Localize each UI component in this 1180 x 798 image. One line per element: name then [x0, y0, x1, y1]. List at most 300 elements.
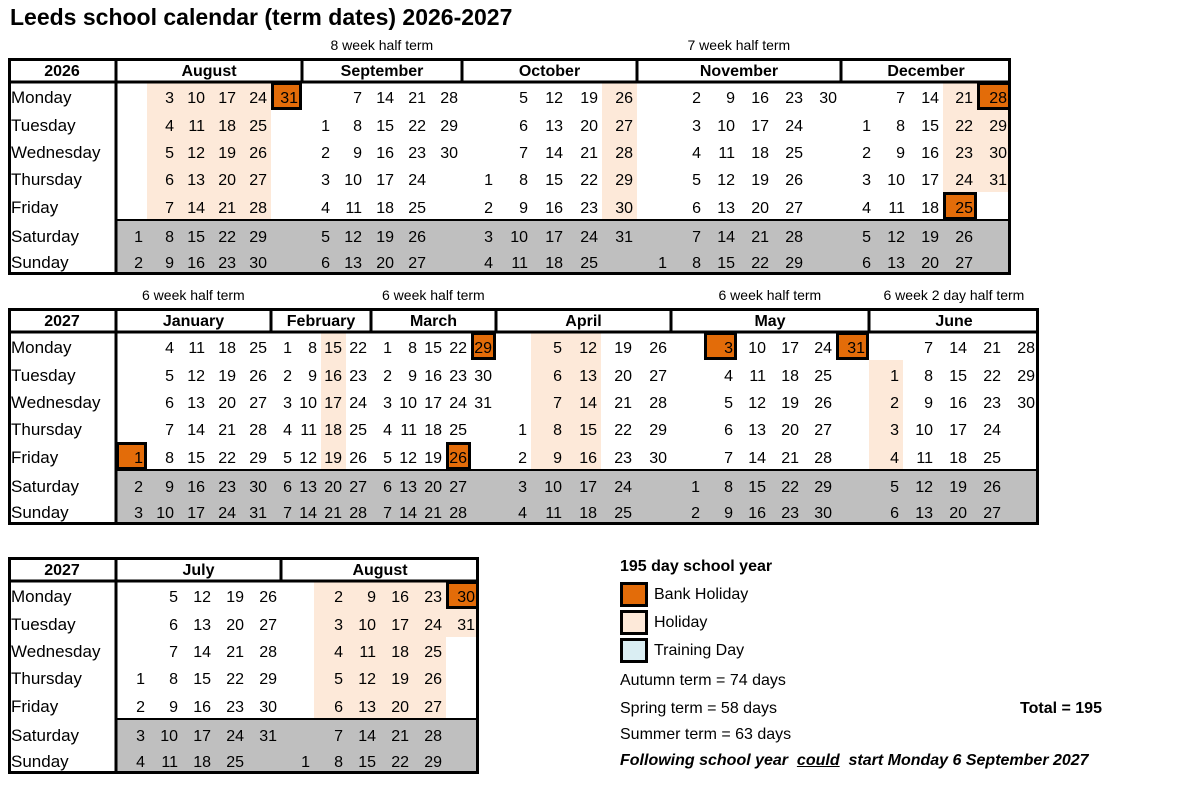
year-label: 2026 [44, 63, 80, 80]
day-number: 26 [424, 671, 442, 688]
day-number: 3 [283, 395, 292, 412]
day-number: 22 [218, 450, 236, 467]
day-number: 23 [349, 368, 367, 385]
day-number: 12 [358, 671, 376, 688]
day-number: 7 [353, 90, 362, 107]
day-number: 20 [324, 479, 342, 496]
day-number: 2 [691, 505, 700, 522]
day-number: 28 [424, 728, 442, 745]
day-number: 20 [949, 505, 967, 522]
day-number: 24 [349, 395, 367, 412]
legend [620, 556, 1160, 786]
day-number: 8 [519, 172, 528, 189]
day-number: 23 [449, 368, 467, 385]
day-number: 9 [408, 368, 417, 385]
day-number: 20 [391, 699, 409, 716]
day-number: 7 [334, 728, 343, 745]
day-number: 28 [1017, 340, 1035, 357]
day-number: 9 [308, 368, 317, 385]
day-number: 29 [249, 229, 267, 246]
day-number: 2 [518, 450, 527, 467]
day-number: 20 [781, 422, 799, 439]
day-number: 30 [474, 368, 492, 385]
day-number: 24 [955, 172, 973, 189]
day-label-tuesday: Tuesday [11, 615, 76, 634]
day-number: 25 [785, 145, 803, 162]
day-number: 31 [249, 505, 267, 522]
day-number: 25 [814, 368, 832, 385]
day-number: 18 [218, 340, 236, 357]
day-number: 19 [781, 395, 799, 412]
day-number: 25 [614, 505, 632, 522]
day-number: 3 [134, 505, 143, 522]
day-number: 1 [134, 450, 143, 467]
day-number: 11 [511, 255, 528, 272]
day-number: 24 [785, 118, 803, 135]
calendar-block-2027-jan-jun [8, 308, 1039, 525]
day-number: 9 [924, 395, 933, 412]
day-number: 21 [324, 505, 342, 522]
day-label-sunday: Sunday [11, 752, 69, 771]
day-number: 1 [890, 368, 899, 385]
day-number: 14 [187, 422, 205, 439]
day-number: 20 [218, 172, 236, 189]
holiday-swatch [620, 610, 648, 635]
half-term-annotation: 6 week half term [382, 287, 485, 303]
legend-label-training-day: Training Day [654, 642, 745, 659]
day-number: 28 [615, 145, 633, 162]
day-number: 4 [165, 118, 174, 135]
day-number: 23 [424, 589, 442, 606]
day-number: 28 [440, 90, 458, 107]
day-number: 28 [249, 422, 267, 439]
month-header-june: June [935, 313, 973, 330]
day-number: 18 [391, 644, 409, 661]
month-header-november: November [699, 63, 779, 80]
spring-term-days: Spring term = 58 days [620, 700, 777, 717]
day-number: 9 [353, 145, 362, 162]
day-number: 28 [649, 395, 667, 412]
day-number: 29 [474, 340, 492, 357]
day-number: 17 [545, 229, 563, 246]
day-number: 15 [921, 118, 939, 135]
day-number: 13 [399, 479, 417, 496]
day-number: 28 [349, 505, 367, 522]
day-number: 24 [408, 172, 426, 189]
day-number: 25 [408, 200, 426, 217]
day-number: 27 [955, 255, 973, 272]
day-number: 17 [751, 118, 769, 135]
day-number: 25 [449, 422, 467, 439]
day-number: 21 [391, 728, 409, 745]
day-number: 21 [751, 229, 769, 246]
day-number: 4 [383, 422, 392, 439]
day-number: 30 [814, 505, 832, 522]
day-number: 7 [519, 145, 528, 162]
day-number: 2 [321, 145, 330, 162]
day-number: 27 [449, 479, 467, 496]
day-number: 20 [614, 368, 632, 385]
day-number: 3 [692, 118, 701, 135]
day-number: 16 [187, 255, 205, 272]
day-number: 27 [983, 505, 1001, 522]
day-number: 9 [896, 145, 905, 162]
month-header-october: October [518, 63, 581, 80]
day-number: 8 [308, 340, 317, 357]
day-number: 31 [847, 340, 865, 357]
day-number: 27 [349, 479, 367, 496]
day-number: 18 [424, 422, 442, 439]
day-number: 30 [989, 145, 1007, 162]
day-number: 8 [353, 118, 362, 135]
day-number: 4 [724, 368, 733, 385]
day-number: 18 [193, 754, 211, 771]
day-number: 17 [424, 395, 442, 412]
day-label-friday: Friday [11, 448, 59, 467]
day-number: 1 [383, 340, 392, 357]
day-number: 29 [649, 422, 667, 439]
day-number: 23 [785, 90, 803, 107]
day-number: 14 [579, 395, 597, 412]
year-label: 2027 [44, 313, 80, 330]
day-number: 22 [983, 368, 1001, 385]
day-number: 19 [218, 368, 236, 385]
day-label-friday: Friday [11, 198, 59, 217]
day-number: 21 [781, 450, 799, 467]
day-number: 19 [614, 340, 632, 357]
day-number: 13 [193, 617, 211, 634]
summer-term-days: Summer term = 63 days [620, 726, 792, 743]
day-number: 14 [299, 505, 317, 522]
day-label-saturday: Saturday [11, 477, 80, 496]
day-number: 29 [785, 255, 803, 272]
day-number: 1 [301, 754, 310, 771]
day-number: 5 [862, 229, 871, 246]
day-number: 18 [376, 200, 394, 217]
day-number: 27 [249, 172, 267, 189]
total-days: Total = 195 [1020, 700, 1102, 717]
day-number: 13 [748, 422, 766, 439]
day-number: 24 [424, 617, 442, 634]
day-number: 11 [359, 644, 376, 661]
day-number: 29 [249, 450, 267, 467]
footer-post: start Monday 6 September 2027 [848, 752, 1089, 769]
day-number: 16 [193, 699, 211, 716]
day-number: 9 [553, 450, 562, 467]
day-number: 13 [717, 200, 735, 217]
autumn-term-days: Autumn term = 74 days [620, 672, 786, 689]
day-number: 29 [989, 118, 1007, 135]
day-label-wednesday: Wednesday [11, 642, 101, 661]
day-number: 21 [218, 200, 236, 217]
day-number: 12 [193, 589, 211, 606]
day-number: 28 [814, 450, 832, 467]
day-number: 10 [187, 90, 205, 107]
day-number: 31 [280, 90, 298, 107]
day-number: 7 [924, 340, 933, 357]
day-number: 26 [408, 229, 426, 246]
day-number: 6 [862, 255, 871, 272]
day-number: 9 [726, 90, 735, 107]
day-number: 18 [545, 255, 563, 272]
day-number: 5 [283, 450, 292, 467]
day-number: 14 [358, 728, 376, 745]
day-number: 16 [187, 479, 205, 496]
day-number: 19 [424, 450, 442, 467]
day-number: 27 [259, 617, 277, 634]
day-number: 7 [692, 229, 701, 246]
day-label-thursday: Thursday [11, 420, 82, 439]
day-number: 18 [218, 118, 236, 135]
day-number: 11 [718, 145, 735, 162]
day-number: 6 [553, 368, 562, 385]
day-number: 8 [165, 450, 174, 467]
day-number: 22 [391, 754, 409, 771]
day-number: 28 [449, 505, 467, 522]
day-number: 2 [283, 368, 292, 385]
day-number: 6 [890, 505, 899, 522]
day-number: 1 [862, 118, 871, 135]
day-number: 24 [218, 505, 236, 522]
day-number: 8 [165, 229, 174, 246]
day-number: 22 [751, 255, 769, 272]
day-number: 2 [134, 479, 143, 496]
month-header-may: May [754, 313, 786, 330]
day-number: 1 [691, 479, 700, 496]
day-number: 11 [400, 422, 417, 439]
day-number: 5 [724, 395, 733, 412]
day-number: 10 [399, 395, 417, 412]
day-number: 26 [814, 395, 832, 412]
day-number: 21 [218, 422, 236, 439]
day-number: 11 [749, 368, 766, 385]
day-number: 12 [748, 395, 766, 412]
day-number: 12 [579, 340, 597, 357]
day-number: 14 [717, 229, 735, 246]
day-number: 5 [165, 145, 174, 162]
day-number: 6 [283, 479, 292, 496]
month-header-august: August [181, 63, 237, 80]
day-number: 15 [358, 754, 376, 771]
day-number: 17 [187, 505, 205, 522]
day-number: 20 [226, 617, 244, 634]
day-label-saturday: Saturday [11, 726, 80, 745]
day-number: 25 [983, 450, 1001, 467]
day-number: 22 [781, 479, 799, 496]
day-number: 2 [334, 589, 343, 606]
day-number: 3 [136, 728, 145, 745]
day-number: 11 [345, 200, 362, 217]
day-number: 17 [324, 395, 342, 412]
page-title: Leeds school calendar (term dates) 2026-2027 [10, 4, 513, 30]
day-number: 9 [165, 255, 174, 272]
day-label-monday: Monday [11, 88, 72, 107]
day-number: 4 [692, 145, 701, 162]
day-number: 5 [165, 368, 174, 385]
day-number: 2 [136, 699, 145, 716]
day-number: 8 [169, 671, 178, 688]
day-number: 20 [921, 255, 939, 272]
day-number: 22 [349, 340, 367, 357]
day-label-sunday: Sunday [11, 253, 69, 272]
day-number: 6 [169, 617, 178, 634]
day-number: 22 [226, 671, 244, 688]
day-number: 6 [165, 395, 174, 412]
day-number: 29 [259, 671, 277, 688]
day-number: 27 [814, 422, 832, 439]
day-number: 21 [580, 145, 598, 162]
day-number: 14 [399, 505, 417, 522]
day-number: 11 [161, 754, 178, 771]
day-number: 13 [358, 699, 376, 716]
day-number: 19 [391, 671, 409, 688]
day-number: 19 [376, 229, 394, 246]
legend-label-holiday: Holiday [654, 614, 708, 631]
day-number: 13 [545, 118, 563, 135]
day-number: 15 [717, 255, 735, 272]
day-number: 10 [510, 229, 528, 246]
day-number: 4 [283, 422, 292, 439]
day-number: 2 [134, 255, 143, 272]
day-number: 13 [299, 479, 317, 496]
day-number: 17 [949, 422, 967, 439]
day-number: 13 [187, 395, 205, 412]
day-number: 9 [165, 479, 174, 496]
day-number: 3 [165, 90, 174, 107]
day-number: 31 [457, 617, 475, 634]
day-number: 28 [785, 229, 803, 246]
day-number: 6 [383, 479, 392, 496]
day-number: 20 [751, 200, 769, 217]
day-number: 25 [349, 422, 367, 439]
day-number: 15 [193, 671, 211, 688]
day-number: 4 [136, 754, 145, 771]
day-number: 30 [249, 479, 267, 496]
calendar-block-2026 [8, 58, 1011, 275]
day-number: 10 [156, 505, 174, 522]
day-number: 19 [324, 450, 342, 467]
day-label-wednesday: Wednesday [11, 393, 101, 412]
day-number: 11 [188, 118, 205, 135]
day-number: 3 [321, 172, 330, 189]
half-term-annotation: 7 week half term [687, 37, 791, 53]
day-number: 10 [544, 479, 562, 496]
day-number: 27 [785, 200, 803, 217]
day-number: 22 [580, 172, 598, 189]
day-number: 5 [890, 479, 899, 496]
day-number: 12 [187, 368, 205, 385]
day-number: 8 [724, 479, 733, 496]
day-number: 16 [376, 145, 394, 162]
day-number: 1 [484, 172, 493, 189]
day-number: 16 [391, 589, 409, 606]
day-number: 3 [484, 229, 493, 246]
day-number: 29 [1017, 368, 1035, 385]
day-number: 30 [649, 450, 667, 467]
day-number: 16 [545, 200, 563, 217]
day-number: 30 [440, 145, 458, 162]
day-number: 1 [518, 422, 527, 439]
day-number: 12 [717, 172, 735, 189]
day-number: 22 [408, 118, 426, 135]
day-number: 16 [424, 368, 442, 385]
day-number: 23 [226, 699, 244, 716]
day-number: 29 [615, 172, 633, 189]
day-number: 6 [519, 118, 528, 135]
day-number: 12 [915, 479, 933, 496]
day-number: 4 [862, 200, 871, 217]
day-number: 18 [579, 505, 597, 522]
day-number: 7 [383, 505, 392, 522]
day-number: 25 [249, 118, 267, 135]
day-number: 3 [518, 479, 527, 496]
day-label-saturday: Saturday [11, 227, 80, 246]
day-number: 19 [949, 479, 967, 496]
day-number: 24 [249, 90, 267, 107]
day-number: 24 [983, 422, 1001, 439]
day-number: 10 [299, 395, 317, 412]
day-number: 26 [785, 172, 803, 189]
day-number: 22 [218, 229, 236, 246]
day-number: 22 [449, 340, 467, 357]
day-number: 15 [187, 450, 205, 467]
day-number: 30 [249, 255, 267, 272]
day-number: 23 [218, 479, 236, 496]
day-number: 5 [553, 340, 562, 357]
day-number: 25 [580, 255, 598, 272]
day-number: 15 [424, 340, 442, 357]
day-number: 12 [399, 450, 417, 467]
day-number: 18 [921, 200, 939, 217]
day-number: 5 [334, 671, 343, 688]
day-number: 3 [724, 340, 733, 357]
calendar-grid [8, 557, 479, 774]
day-number: 7 [283, 505, 292, 522]
month-header-january: January [162, 313, 225, 330]
day-number: 28 [249, 200, 267, 217]
day-number: 25 [249, 340, 267, 357]
day-number: 20 [376, 255, 394, 272]
day-number: 17 [218, 90, 236, 107]
day-number: 9 [724, 505, 733, 522]
day-number: 14 [921, 90, 939, 107]
day-number: 10 [915, 422, 933, 439]
day-number: 27 [408, 255, 426, 272]
day-number: 5 [383, 450, 392, 467]
day-number: 17 [579, 479, 597, 496]
day-number: 13 [187, 172, 205, 189]
day-number: 8 [896, 118, 905, 135]
month-header-july: July [182, 562, 215, 579]
day-number: 25 [955, 200, 973, 217]
day-number: 6 [334, 699, 343, 716]
day-number: 13 [887, 255, 905, 272]
day-number: 23 [580, 200, 598, 217]
day-number: 6 [321, 255, 330, 272]
half-term-annotation: 6 week 2 day half term [883, 287, 1025, 303]
calendar-grid [8, 308, 1039, 525]
half-term-annotation: 6 week half term [718, 287, 822, 303]
day-number: 18 [751, 145, 769, 162]
day-number: 19 [226, 589, 244, 606]
day-number: 8 [924, 368, 933, 385]
day-number: 16 [579, 450, 597, 467]
half-term-annotation: 6 week half term [142, 287, 245, 303]
day-number: 19 [580, 90, 598, 107]
day-number: 21 [408, 90, 426, 107]
day-number: 10 [748, 340, 766, 357]
day-number: 2 [383, 368, 392, 385]
